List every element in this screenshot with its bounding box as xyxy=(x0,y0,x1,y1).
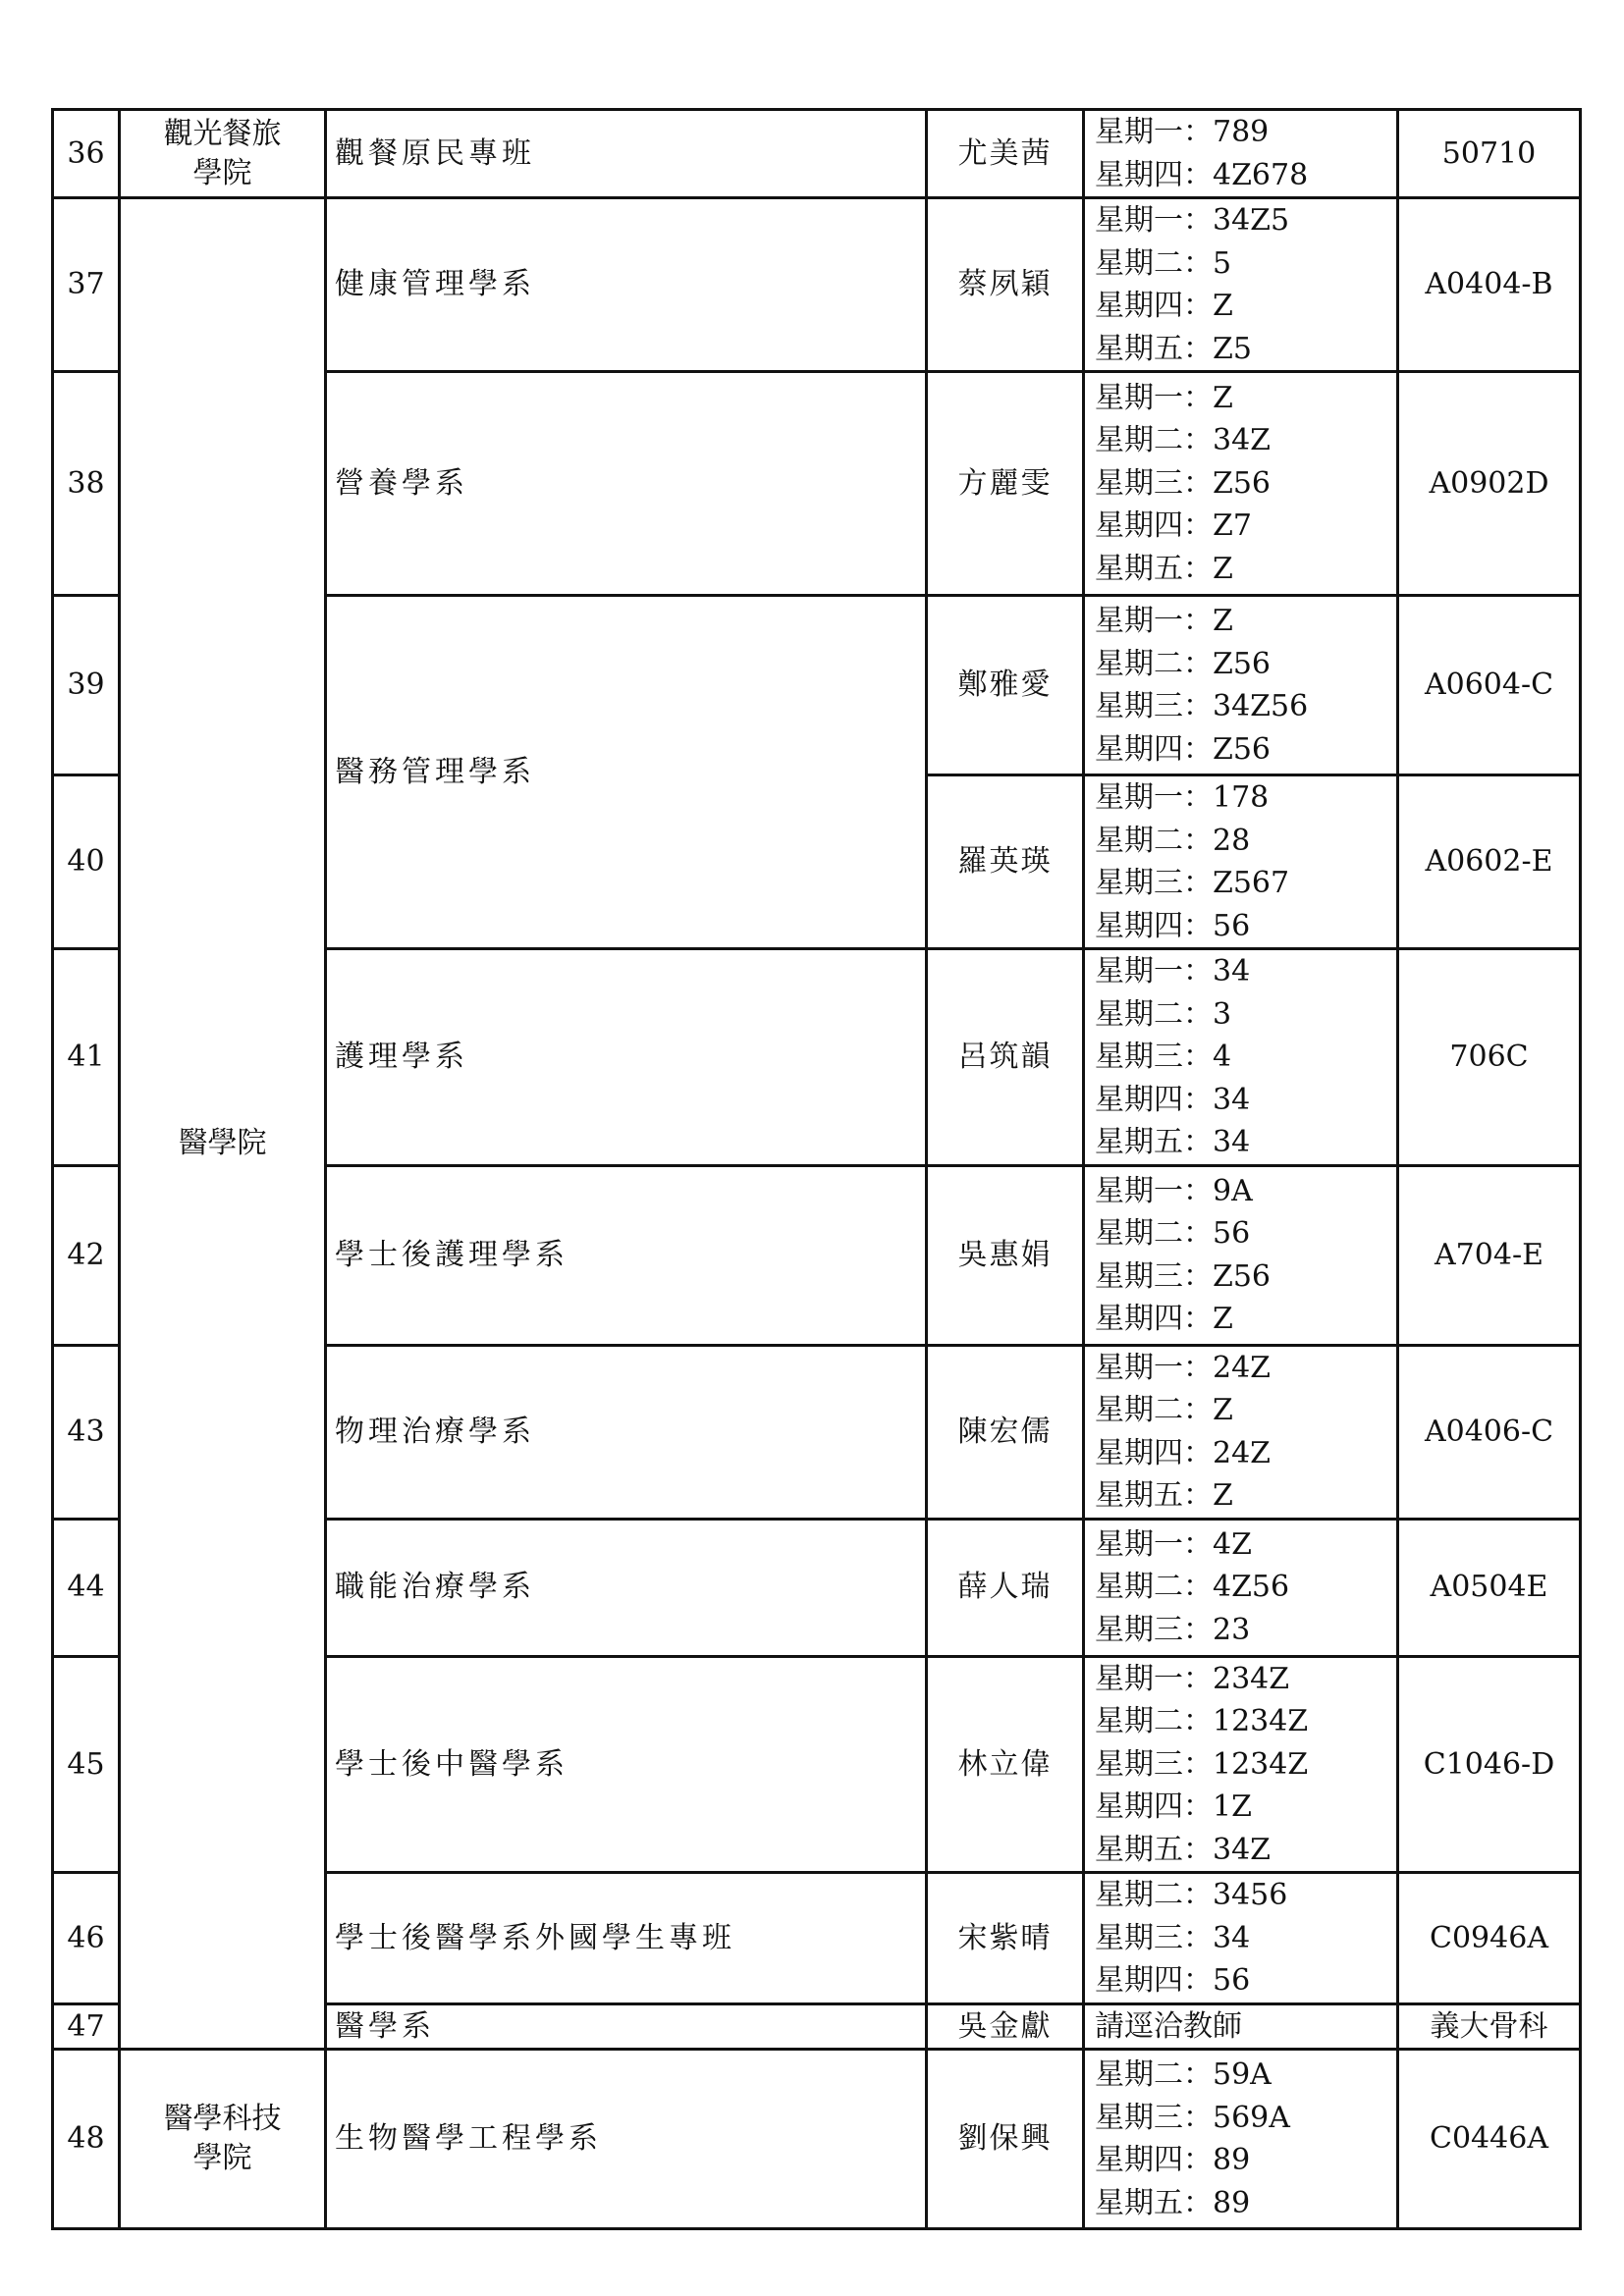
schedule-cell xyxy=(1084,372,1398,596)
college-name-line: 學院 xyxy=(192,155,252,190)
row-number: 48 xyxy=(53,2050,120,2229)
room-cell: A0604-C xyxy=(1398,596,1581,775)
schedule-cell xyxy=(1084,110,1398,198)
table-row xyxy=(53,110,1581,198)
schedule-cell xyxy=(1084,2003,1398,2050)
schedule-line: 星期五：34 xyxy=(1095,1125,1251,1159)
schedule-cell xyxy=(1084,2050,1398,2229)
schedule-line: 星期一：34 xyxy=(1095,954,1251,988)
room-cell: A704-E xyxy=(1398,1165,1581,1345)
schedule-line: 星期四：56 xyxy=(1095,908,1251,943)
schedule-cell xyxy=(1084,198,1398,372)
department-cell: 物理治療學系 xyxy=(326,1345,927,1519)
college-cell: 醫學院 xyxy=(120,198,326,2050)
schedule-line: 星期二：28 xyxy=(1095,823,1251,858)
schedule-line: 星期一：Z xyxy=(1095,380,1233,415)
schedule-line: 星期三：Z56 xyxy=(1095,465,1272,501)
department-cell: 學士後醫學系外國學生專班 xyxy=(326,1873,927,2004)
teacher-cell: 宋紫晴 xyxy=(927,1873,1084,2004)
schedule-line: 星期一：234Z xyxy=(1095,1661,1290,1696)
schedule-line: 星期二：5 xyxy=(1095,245,1232,281)
schedule-line: 星期一：34Z5 xyxy=(1095,203,1290,238)
teacher-cell: 方麗雯 xyxy=(927,372,1084,596)
department-cell: 觀餐原民專班 xyxy=(326,110,927,198)
row-number: 39 xyxy=(53,596,120,775)
teacher-cell: 尤美茜 xyxy=(927,110,1084,198)
schedule-line: 星期一：Z xyxy=(1095,604,1233,638)
schedule-line: 星期三：23 xyxy=(1095,1612,1251,1647)
schedule-cell xyxy=(1084,949,1398,1166)
schedule-line: 星期三：Z56 xyxy=(1095,1258,1272,1294)
teacher-cell: 薛人瑞 xyxy=(927,1519,1084,1656)
teacher-cell: 吳惠娟 xyxy=(927,1165,1084,1345)
schedule-line: 請逕洽教師 xyxy=(1095,2008,1242,2044)
room-cell: 50710 xyxy=(1398,110,1581,198)
department-cell: 營養學系 xyxy=(326,372,927,596)
schedule-line: 星期一：789 xyxy=(1095,115,1270,149)
schedule-line: 星期一：24Z xyxy=(1095,1350,1272,1385)
schedule-line: 星期四：Z xyxy=(1095,1302,1233,1336)
table-row xyxy=(53,2050,1581,2229)
schedule-line: 星期二：4Z56 xyxy=(1095,1570,1290,1605)
row-number: 38 xyxy=(53,372,120,596)
schedule-line: 星期二：3456 xyxy=(1095,1878,1288,1912)
room-cell: A0602-E xyxy=(1398,775,1581,949)
schedule-line: 星期四：1Z xyxy=(1095,1789,1252,1824)
row-number: 44 xyxy=(53,1519,120,1656)
schedule-line: 星期二：56 xyxy=(1095,1216,1251,1251)
schedule-line: 星期五：Z xyxy=(1095,1478,1233,1513)
row-number: 46 xyxy=(53,1873,120,2004)
college-name-line: 學院 xyxy=(192,2141,252,2175)
table-row xyxy=(53,198,1581,372)
schedule-line: 星期五：89 xyxy=(1095,2185,1251,2220)
schedule-line: 星期四：Z7 xyxy=(1095,508,1252,544)
college-cell xyxy=(120,2050,326,2229)
schedule-line: 星期三：34Z56 xyxy=(1095,689,1309,723)
schedule-cell xyxy=(1084,1165,1398,1345)
schedule-line: 星期一：9A xyxy=(1095,1173,1253,1208)
schedule-cell xyxy=(1084,1656,1398,1873)
row-number: 40 xyxy=(53,775,120,949)
teacher-cell: 吳金獻 xyxy=(927,2003,1084,2050)
schedule-cell xyxy=(1084,1345,1398,1519)
schedule-cell xyxy=(1084,775,1398,949)
college-name-line: 觀光餐旅 xyxy=(163,116,282,151)
teacher-cell: 陳宏儒 xyxy=(927,1345,1084,1519)
department-cell: 學士後護理學系 xyxy=(326,1165,927,1345)
schedule-line: 星期五：Z5 xyxy=(1095,331,1252,366)
department-cell: 醫務管理學系 xyxy=(326,596,927,949)
department-cell: 護理學系 xyxy=(326,949,927,1166)
schedule-line: 星期二：1234Z xyxy=(1095,1704,1309,1738)
schedule-cell xyxy=(1084,1873,1398,2004)
room-cell: A0404-B xyxy=(1398,198,1581,372)
schedule-line: 星期三：34 xyxy=(1095,1920,1251,1955)
college-name-line: 醫學科技 xyxy=(163,2102,282,2136)
schedule-line: 星期二：34Z xyxy=(1095,423,1272,458)
schedule-line: 星期三：1234Z xyxy=(1095,1746,1309,1782)
row-number: 45 xyxy=(53,1656,120,1873)
schedule-line: 星期三：569A xyxy=(1095,2100,1290,2135)
schedule-line: 星期五：34Z xyxy=(1095,1832,1272,1867)
teacher-cell: 鄭雅愛 xyxy=(927,596,1084,775)
room-cell: 706C xyxy=(1398,949,1581,1166)
department-cell: 健康管理學系 xyxy=(326,198,927,372)
schedule-line: 星期一：4Z xyxy=(1095,1526,1252,1562)
schedule-line: 星期三：Z567 xyxy=(1095,866,1290,900)
department-cell: 學士後中醫學系 xyxy=(326,1656,927,1873)
schedule-line: 星期二：Z56 xyxy=(1095,646,1272,681)
room-cell: A0902D xyxy=(1398,372,1581,596)
row-number: 43 xyxy=(53,1345,120,1519)
schedule-line: 星期一：178 xyxy=(1095,780,1270,815)
room-cell: 義大骨科 xyxy=(1398,2003,1581,2050)
room-cell: C0946A xyxy=(1398,1873,1581,2004)
office-hours-table xyxy=(51,108,1582,2230)
schedule-cell xyxy=(1084,1519,1398,1656)
schedule-line: 星期三：4 xyxy=(1095,1040,1232,1074)
schedule-line: 星期二：Z xyxy=(1095,1393,1233,1427)
department-cell: 生物醫學工程學系 xyxy=(326,2050,927,2229)
college-cell xyxy=(120,110,326,198)
schedule-line: 星期四：34 xyxy=(1095,1082,1251,1117)
row-number: 42 xyxy=(53,1165,120,1345)
schedule-line: 星期四：89 xyxy=(1095,2143,1251,2177)
schedule-line: 星期四：56 xyxy=(1095,1963,1251,1998)
schedule-line: 星期四：4Z678 xyxy=(1095,157,1309,192)
row-number: 37 xyxy=(53,198,120,372)
schedule-line: 星期四：Z56 xyxy=(1095,731,1272,767)
schedule-line: 星期二：3 xyxy=(1095,996,1232,1032)
teacher-cell: 劉保興 xyxy=(927,2050,1084,2229)
row-number: 41 xyxy=(53,949,120,1166)
schedule-line: 星期五：Z xyxy=(1095,551,1233,586)
schedule-line: 星期二：59A xyxy=(1095,2057,1272,2092)
teacher-cell: 蔡夙穎 xyxy=(927,198,1084,372)
teacher-cell: 羅英瑛 xyxy=(927,775,1084,949)
department-cell: 醫學系 xyxy=(326,2003,927,2050)
room-cell: A0504E xyxy=(1398,1519,1581,1656)
schedule-line: 星期四：24Z xyxy=(1095,1435,1272,1470)
schedule-cell xyxy=(1084,596,1398,775)
schedule-line: 星期四：Z xyxy=(1095,289,1233,323)
teacher-cell: 呂筑韻 xyxy=(927,949,1084,1166)
room-cell: C0446A xyxy=(1398,2050,1581,2229)
department-cell: 職能治療學系 xyxy=(326,1519,927,1656)
row-number: 47 xyxy=(53,2003,120,2050)
room-cell: C1046-D xyxy=(1398,1656,1581,1873)
room-cell: A0406-C xyxy=(1398,1345,1581,1519)
teacher-cell: 林立偉 xyxy=(927,1656,1084,1873)
row-number: 36 xyxy=(53,110,120,198)
